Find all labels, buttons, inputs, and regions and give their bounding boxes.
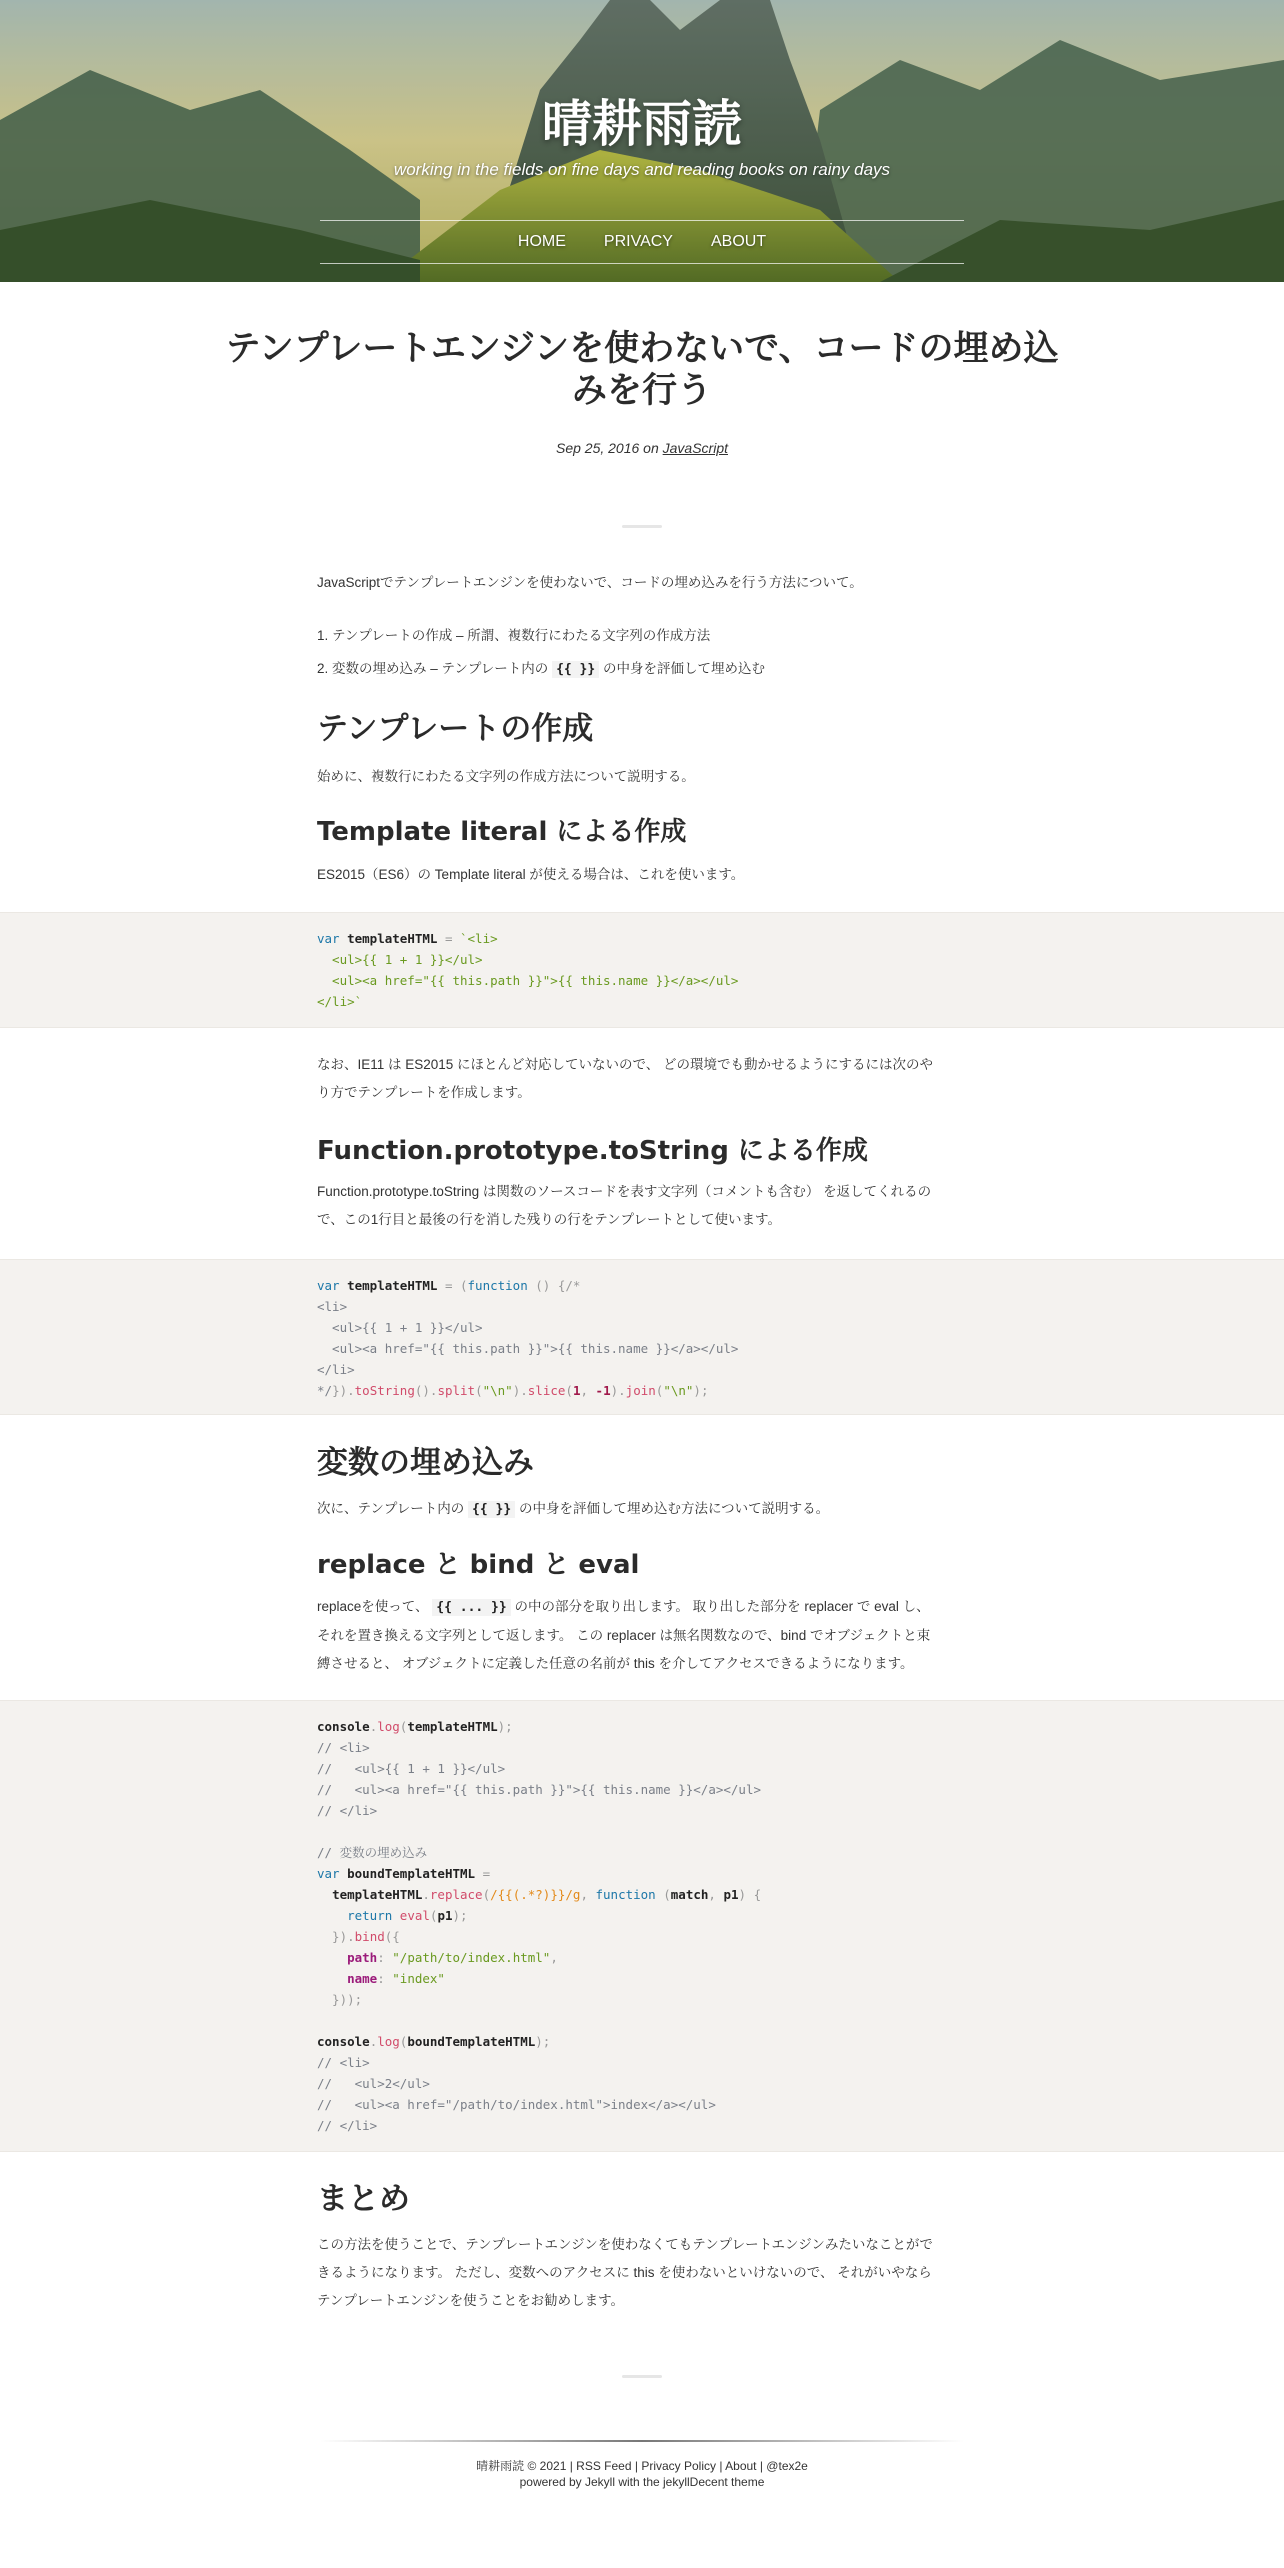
code-token: console (317, 2034, 370, 2049)
overview-list (317, 622, 765, 688)
code-token: , (580, 1887, 596, 1902)
code-token: ); (497, 1719, 513, 1734)
code-token: bind (354, 1929, 385, 1944)
code-token (317, 1950, 347, 1965)
code-token: // <li> (317, 1740, 370, 1755)
code-token: // 変数の埋め込み (317, 1845, 428, 1860)
code-token: "\n" (663, 1383, 694, 1398)
code-block-replace-bind-eval (0, 1700, 1284, 2152)
code-token: ( (482, 1887, 491, 1902)
post-category-link[interactable]: JavaScript (662, 440, 728, 456)
code-text (317, 1716, 761, 2136)
code-text (317, 1275, 738, 1401)
code-token: "index" (392, 1971, 445, 1986)
code-token: ( (429, 1908, 438, 1923)
code-token: ); (693, 1383, 709, 1398)
site-title[interactable]: 晴耕雨読 (542, 95, 742, 153)
code-token: ( (655, 1887, 671, 1902)
code-token: path (347, 1950, 378, 1965)
inline-code: {{ }} (552, 661, 599, 678)
code-token: <ul>{{ 1 + 1 }}</ul> (317, 952, 483, 967)
code-token: }). (332, 1383, 355, 1398)
code-token: }). (317, 1929, 355, 1944)
code-token: match (670, 1887, 709, 1902)
code-token: () {/* (527, 1278, 581, 1293)
code-token: = ( (437, 1278, 468, 1293)
code-token: templateHTML (407, 1719, 498, 1734)
tostring-paragraph: Function.prototype.toString は関数のソースコードを表す文字列（コメントも含む） を返してくれるの で、この1行目と最後の行を消した残りの行をテンプレートとして使います。 (317, 1184, 932, 1227)
code-token: templateHTML (347, 1278, 438, 1293)
nav-home-link[interactable]: HOME (517, 233, 566, 250)
code-token: })); (317, 1992, 363, 2007)
footer-twitter-link[interactable]: @tex2e (766, 2459, 808, 2473)
footer-about-link[interactable]: About (725, 2459, 757, 2473)
footer-privacy-link[interactable]: Privacy Policy (641, 2459, 717, 2473)
code-token: ) { (738, 1887, 762, 1902)
code-token: /{{(.*?)}}/g (490, 1887, 581, 1902)
code-token: split (437, 1383, 476, 1398)
post-title-line-1: テンプレートエンジンを使わないで、コードの埋め込 (225, 329, 1059, 369)
post-date: Sep 25, 2016 (555, 440, 640, 456)
code-token: = (437, 931, 460, 946)
heading-template-creation: テンプレートの作成 (317, 711, 594, 747)
code-token: , (708, 1887, 724, 1902)
ie11-paragraph: なお、IE11 は ES2015 にほとんど対応していないので、 どの環境でも動かせるようにするには次のや り方でテンプレートを作成します。 (317, 1057, 934, 1100)
code-token: function (595, 1887, 656, 1902)
code-token: console (317, 1719, 370, 1734)
code-token: ( (475, 1383, 483, 1398)
site-tagline: working in the fields on fine days and reading books on rainy days (393, 160, 891, 179)
code-token: 1 (572, 1383, 581, 1398)
code-token: boundTemplateHTML (347, 1866, 476, 1881)
code-token: <ul><a href="{{ this.path }}">{{ this.name }}</a></ul> (317, 973, 739, 988)
code-token: // <ul><a href="/path/to/index.html">index</a></ul> (317, 2097, 716, 2112)
code-token: <li> (317, 1299, 348, 1314)
inline-code: {{ ... }} (432, 1599, 510, 1616)
code-token: ); (452, 1908, 468, 1923)
code-token: // </li> (317, 1803, 378, 1818)
code-token: ); (535, 2034, 551, 2049)
post-meta-on: on (643, 440, 659, 456)
section-divider (622, 525, 662, 528)
code-token: var (317, 1866, 348, 1881)
code-token: */ (317, 1383, 333, 1398)
code-token: = (475, 1866, 491, 1881)
list-item: 1. テンプレートの作成 – 所謂、複数行にわたる文字列の作成方法 (317, 628, 711, 643)
code-token (317, 1887, 332, 1902)
code-token: boundTemplateHTML (407, 2034, 536, 2049)
code-token: ( (399, 1719, 408, 1734)
code-token: log (377, 2034, 400, 2049)
code-token: join (625, 1383, 656, 1398)
code-token: </li>` (317, 994, 363, 1009)
code-token: ( (655, 1383, 664, 1398)
main-nav (320, 220, 964, 264)
nav-privacy-link[interactable]: PRIVACY (603, 233, 673, 250)
code-token: eval (399, 1908, 430, 1923)
literal-paragraph: ES2015（ES6）の Template literal が使える場合は、これを使います。 (317, 867, 745, 882)
code-token: . (422, 1887, 430, 1902)
code-token: (). (414, 1383, 438, 1398)
embed-paragraph: 次に、テンプレート内の {{ }} の中身を評価して埋め込む方法について説明する。 (317, 1501, 830, 1517)
post-title-line-2: みを行う (571, 371, 712, 411)
heading-function-tostring: Function.prototype.toString による作成 (317, 1136, 868, 1166)
code-token: "/path/to/index.html" (392, 1950, 551, 1965)
code-token: -1 (595, 1383, 611, 1398)
code-token: log (377, 1719, 400, 1734)
code-token: function (467, 1278, 528, 1293)
code-token: `<li> (460, 931, 498, 946)
code-token: : (377, 1950, 393, 1965)
code-token: , (580, 1383, 596, 1398)
footer-rss-link[interactable]: RSS Feed (576, 2459, 632, 2473)
code-token: , (550, 1950, 558, 1965)
code-token: templateHTML (332, 1887, 423, 1902)
summary-paragraph: この方法を使うことで、テンプレートエンジンを使わなくてもテンプレートエンジンみたいなことがで きるようになります。 ただし、変数へのアクセスに this を使わないといけないので、 それがいやなら テンプレートエンジンを使うことをお勧めします。 (317, 2237, 933, 2308)
code-token (317, 1971, 347, 1986)
code-token: ). (610, 1383, 626, 1398)
intro-paragraph: JavaScriptでテンプレートエンジンを使わないで、コードの埋め込みを行う方法について。 (317, 575, 863, 590)
heading-variable-embedding: 変数の埋め込み (317, 1445, 534, 1481)
list-item: 2. 変数の埋め込み – テンプレート内の {{ }} の中身を評価して埋め込む (317, 661, 765, 677)
code-token: ( (565, 1383, 573, 1398)
code-token: // <ul><a href="{{ this.path }}">{{ this.name }}</a></ul> (317, 1782, 762, 1797)
code-token: "\n" (482, 1383, 513, 1398)
code-token: // <ul>{{ 1 + 1 }}</ul> (317, 1761, 506, 1776)
footer-divider (320, 2440, 964, 2442)
code-block-template-literal (0, 912, 1284, 1028)
code-token: ). (512, 1383, 528, 1398)
code-token (317, 1908, 347, 1923)
footer-powered-by: powered by Jekyll with the jekyllDecent theme (519, 2475, 765, 2489)
code-token: toString (354, 1383, 415, 1398)
nav-about-link[interactable]: ABOUT (710, 233, 767, 250)
code-token: slice (527, 1383, 566, 1398)
code-token: templateHTML (347, 931, 438, 946)
code-token: ( (399, 2034, 408, 2049)
post-meta (0, 440, 1284, 456)
site-footer: 晴耕雨読 © 2021 | RSS Feed | Privacy Policy | About | @tex2e powered by Jekyll with the jekyllDecent theme (0, 2458, 1284, 2490)
code-token: p1 (437, 1908, 453, 1923)
code-token: var (317, 1278, 348, 1293)
code-token: replace (429, 1887, 483, 1902)
code-token: . (369, 2034, 378, 2049)
code-text (317, 928, 738, 1012)
code-token: // <ul>2</ul> (317, 2076, 430, 2091)
code-token: // </li> (317, 2118, 378, 2133)
footer-copyright: 晴耕雨読 © 2021 (476, 2459, 567, 2473)
code-token: <ul>{{ 1 + 1 }}</ul> (317, 1320, 483, 1335)
section-divider (622, 2375, 662, 2378)
code-token: // <li> (317, 2055, 370, 2070)
code-token: : (377, 1971, 393, 1986)
heading-replace-bind-eval: replace と bind と eval (317, 1550, 640, 1580)
code-token: ({ (384, 1929, 400, 1944)
code-token: return (347, 1908, 400, 1923)
site-header (0, 0, 1284, 282)
code-token: <ul><a href="{{ this.path }}">{{ this.name }}</a></ul> (317, 1341, 739, 1356)
code-token: name (347, 1971, 378, 1986)
replace-paragraph: replaceを使って、 {{ ... }} の中の部分を取り出します。 取り出した部分を replacer で eval し、 それを置き換える文字列として返します。 この replacer は無名関数なので、bind でオブジェクトと束 縛させると、 オブジェクトに定義した任意の名前が this を介してアクセスできるようになります。 (317, 1599, 931, 1671)
code-token: . (369, 1719, 378, 1734)
inline-code: {{ }} (468, 1501, 515, 1518)
code-token: </li> (317, 1362, 355, 1377)
code-block-function-tostring (0, 1259, 1284, 1415)
post-title (200, 328, 1084, 412)
heading-template-literal: Template literal による作成 (317, 817, 687, 847)
code-token: var (317, 931, 348, 946)
heading-summary: まとめ (317, 2181, 410, 2217)
template-intro-paragraph: 始めに、複数行にわたる文字列の作成方法について説明する。 (317, 769, 695, 784)
code-token: p1 (723, 1887, 739, 1902)
